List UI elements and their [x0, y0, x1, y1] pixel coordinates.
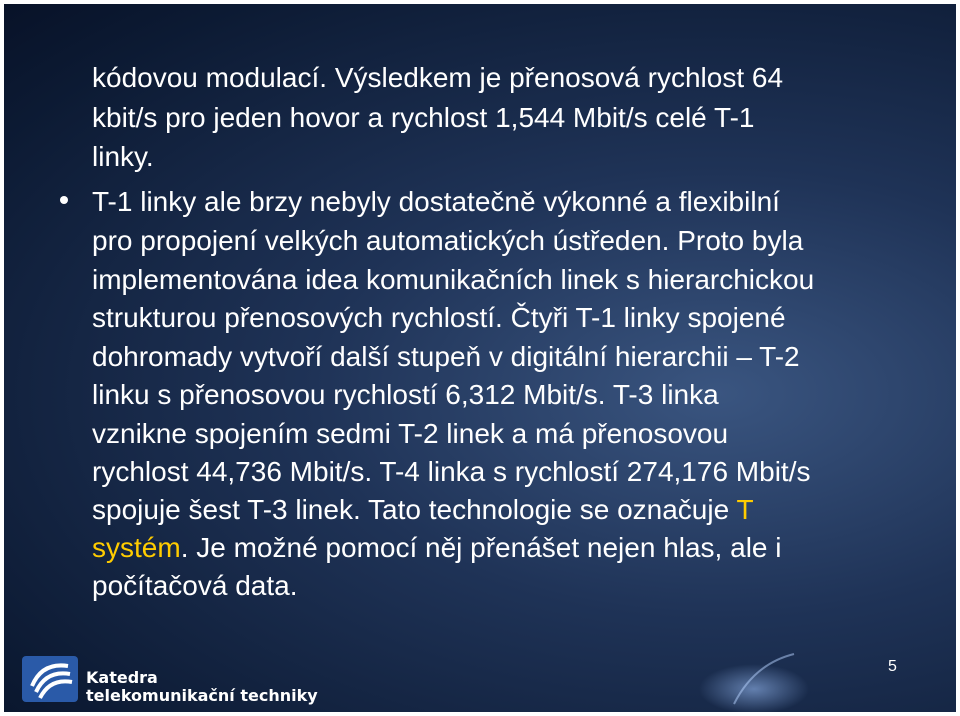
highlight-term: T	[736, 494, 754, 525]
bullet-icon	[60, 196, 68, 204]
text-line	[92, 494, 754, 526]
text-line: dohromady vytvoří další stupeň v digitální hierarchii – T-2	[92, 341, 800, 372]
text-line: strukturou přenosových rychlostí. Čtyři T-1 linky spojené	[92, 302, 786, 333]
page-number: 5	[888, 658, 897, 675]
text-line: pro propojení velkých automatických ústředen. Proto byla	[92, 225, 804, 256]
text-fragment: . Je možné pomocí něj přenášet nejen hlas, ale i	[180, 532, 782, 563]
text-line: linky.	[92, 141, 154, 172]
footer-department-title: Katedra	[86, 668, 158, 687]
department-logo-icon	[22, 656, 78, 702]
text-line: kódovou modulací. Výsledkem je přenosová rychlost 64	[92, 62, 784, 93]
slide	[4, 4, 956, 712]
highlight-term: systém	[92, 532, 181, 563]
footer-department-subtitle: telekomunikační techniky	[86, 686, 318, 705]
decorative-glow-icon	[694, 644, 854, 712]
text-line: implementována idea komunikačních linek s hierarchickou	[92, 264, 815, 295]
text-line: počítačová data.	[92, 570, 298, 601]
text-line: linku s přenosovou rychlostí 6,312 Mbit/s. T-3 linka	[92, 379, 719, 410]
text-line	[92, 532, 781, 564]
text-fragment: spojuje šest T-3 linek. Tato technologie se označuje	[92, 494, 737, 525]
text-line: vznikne spojením sedmi T-2 linek a má přenosovou	[92, 418, 729, 449]
text-line: kbit/s pro jeden hovor a rychlost 1,544 Mbit/s celé T-1	[92, 102, 755, 133]
text-line: T-1 linky ale brzy nebyly dostatečně výkonné a flexibilní	[92, 186, 780, 217]
text-line: rychlost 44,736 Mbit/s. T-4 linka s rychlostí 274,176 Mbit/s	[92, 456, 811, 487]
